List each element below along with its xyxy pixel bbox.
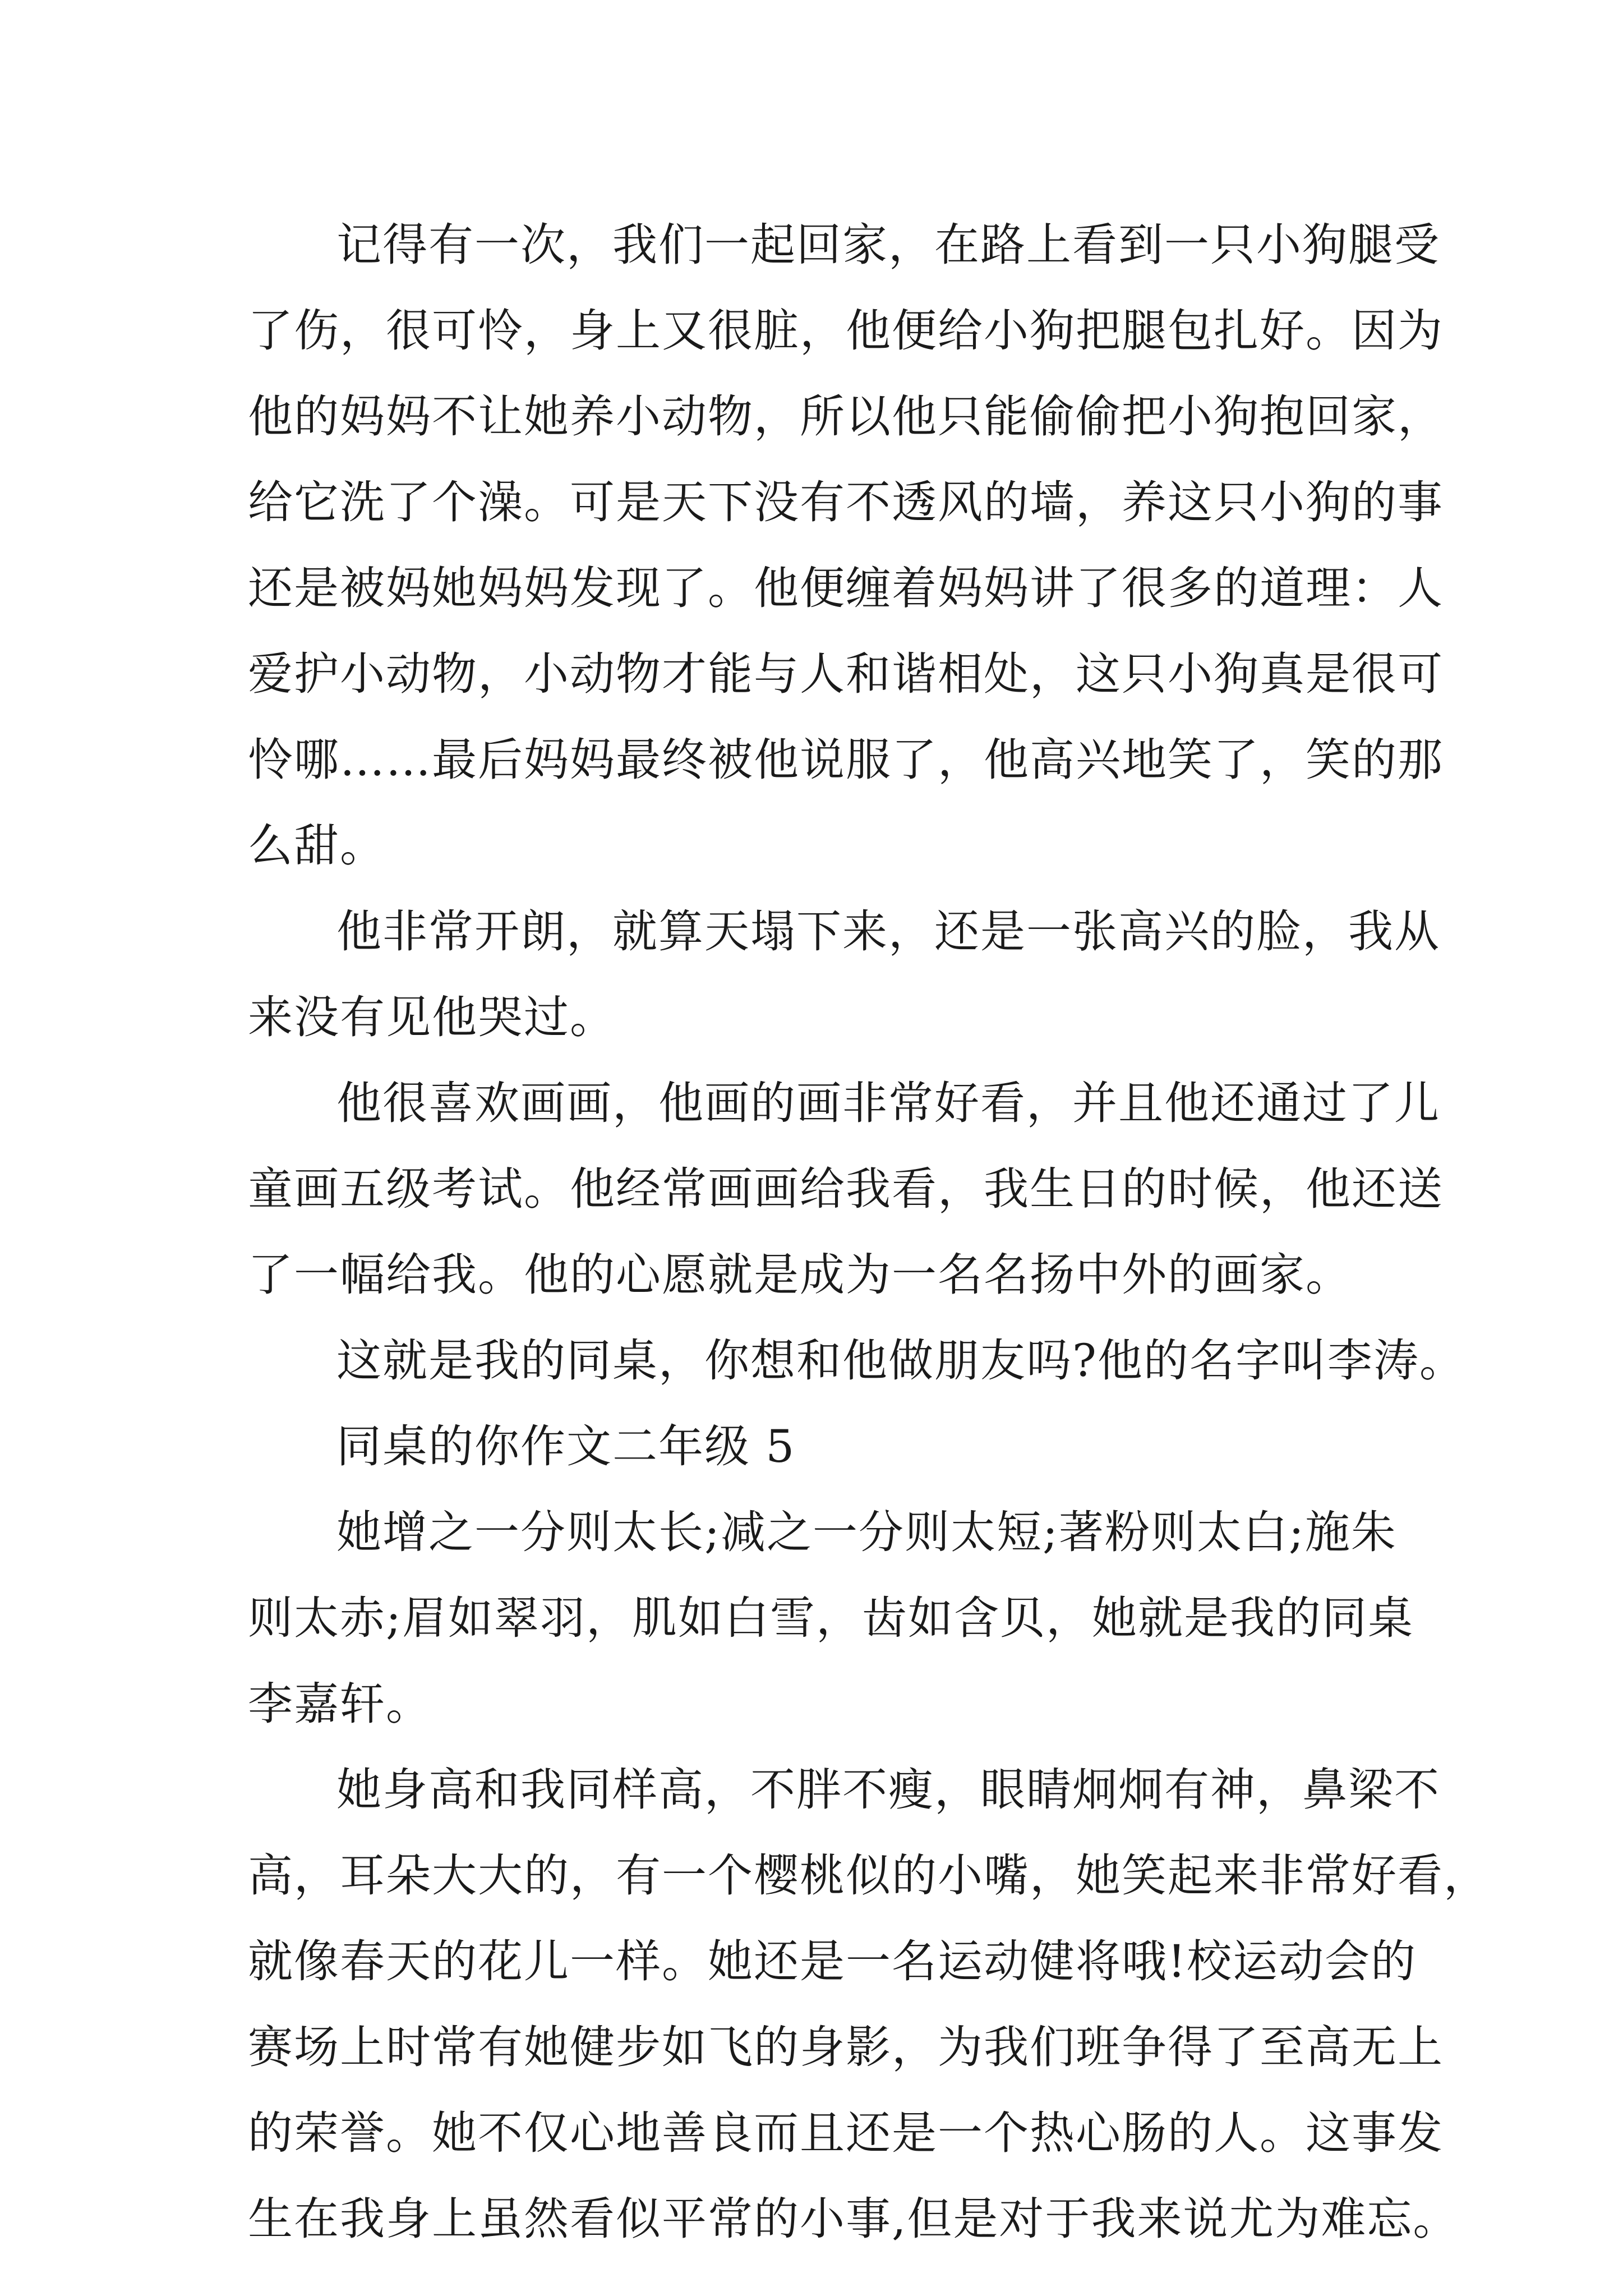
- text-line: 她增之一分则太长;减之一分则太短;著粉则太白;施朱: [336, 1506, 1397, 1558]
- text-line: 了伤，很可怜，身上又很脏，他便给小狗把腿包扎好。因为: [248, 305, 1444, 357]
- text-line: 记得有一次，我们一起回家，在路上看到一只小狗腿受: [336, 219, 1440, 271]
- text-line: 么甜。: [248, 820, 386, 872]
- text-line: 就像春天的花儿一样。她还是一名运动健将哦!校运动会的: [248, 1935, 1417, 1987]
- text-line: 他非常开朗，就算天塌下来，还是一张高兴的脸，我从: [336, 905, 1440, 958]
- text-line: 给它洗了个澡。可是天下没有不透风的墙，养这只小狗的事: [248, 476, 1444, 528]
- text-line: 的荣誉。她不仅心地善良而且还是一个热心肠的人。这事发: [248, 2107, 1444, 2159]
- text-line: 他很喜欢画画，他画的画非常好看，并且他还通过了儿: [336, 1077, 1440, 1129]
- document-body: [248, 202, 1490, 2262]
- text-line: 她身高和我同样高，不胖不瘦，眼睛炯炯有神，鼻梁不: [336, 1764, 1440, 1816]
- text-line: 这就是我的同桌，你想和他做朋友吗?他的名字叫李涛。: [336, 1335, 1465, 1387]
- text-line: 童画五级考试。他经常画画给我看，我生日的时候，他还送: [248, 1163, 1444, 1215]
- section-heading: 同桌的你作文二年级 5: [336, 1420, 796, 1473]
- text-line: 怜哪……最后妈妈最终被他说服了，他高兴地笑了，笑的那: [248, 734, 1444, 786]
- text-line: 生在我身上虽然看似平常的小事,但是对于我来说尤为难忘。: [248, 2193, 1459, 2245]
- text-line: 高，耳朵大大的，有一个樱桃似的小嘴，她笑起来非常好看，: [248, 1849, 1490, 1902]
- text-line: 还是被妈她妈妈发现了。他便缠着妈妈讲了很多的道理：人: [248, 562, 1444, 614]
- text-line: 李嘉轩。: [248, 1678, 432, 1730]
- text-line: 来没有见他哭过。: [248, 991, 616, 1043]
- text-line: 他的妈妈不让她养小动物，所以他只能偷偷把小狗抱回家，: [248, 390, 1444, 443]
- text-line: 了一幅给我。他的心愿就是成为一名名扬中外的画家。: [248, 1249, 1352, 1301]
- text-line: 赛场上时常有她健步如飞的身影，为我们班争得了至高无上: [248, 2021, 1444, 2073]
- text-line: 爱护小动物，小动物才能与人和谐相处，这只小狗真是很可: [248, 648, 1444, 700]
- text-line: 则太赤;眉如翠羽，肌如白雪，齿如含贝，她就是我的同桌: [248, 1592, 1414, 1644]
